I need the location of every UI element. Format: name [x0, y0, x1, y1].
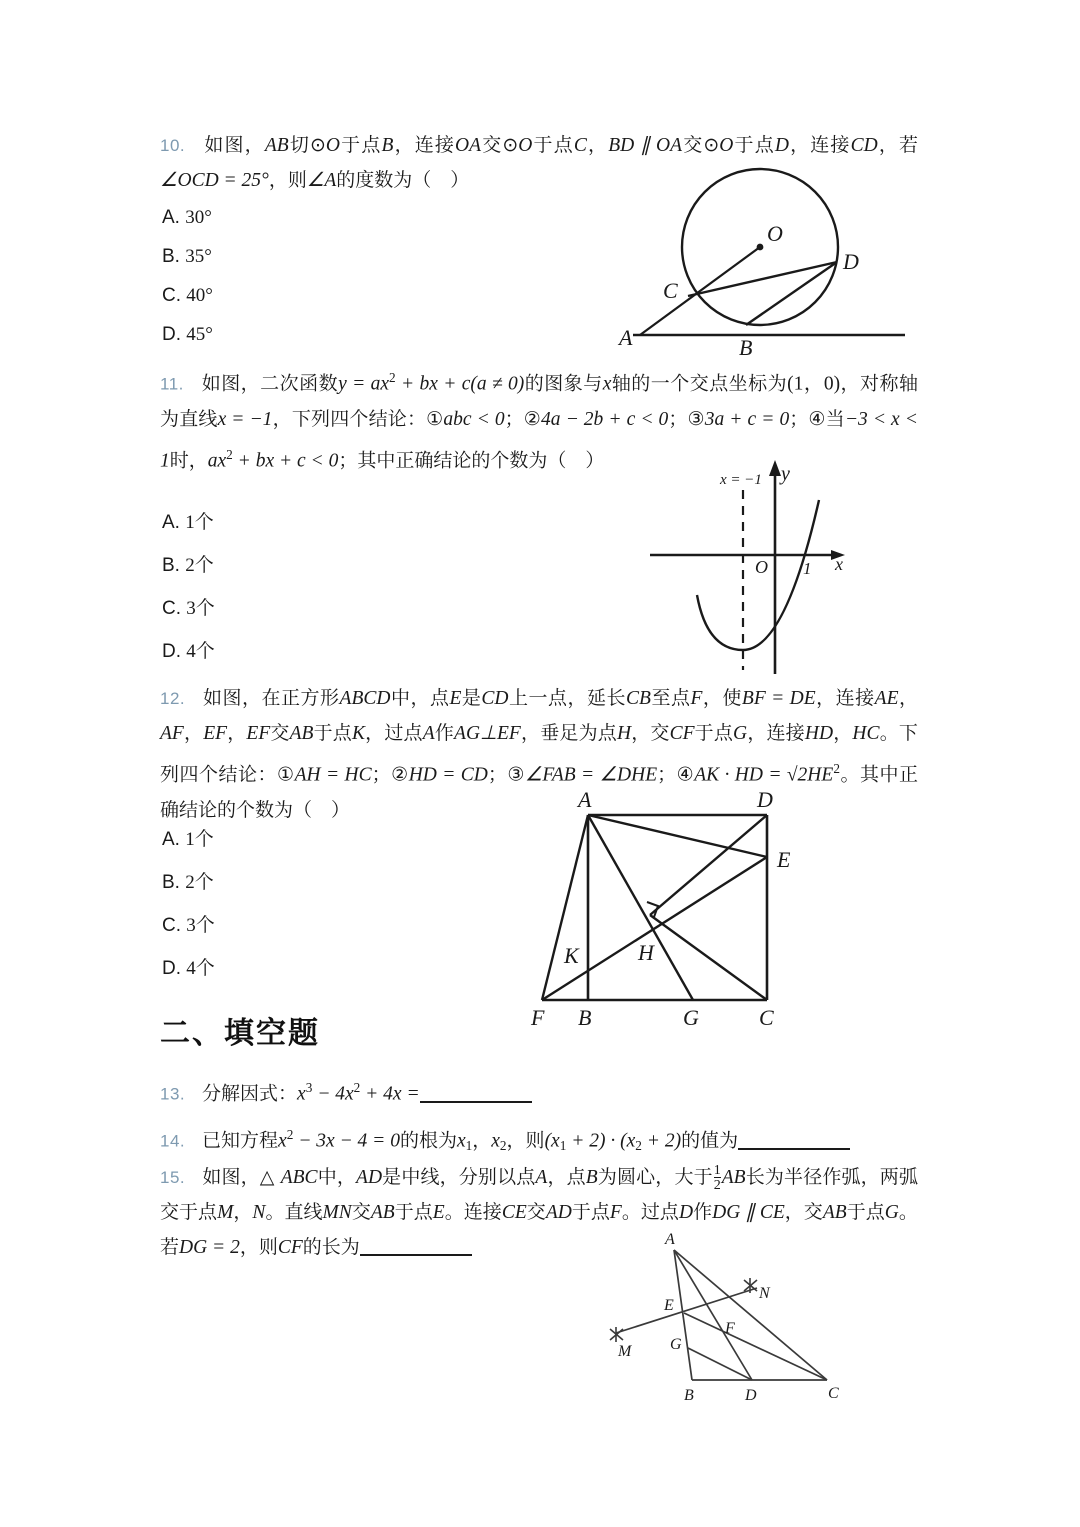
label-m: M — [618, 1343, 632, 1360]
q11-text-p4: ，对称轴为直线 — [160, 372, 918, 430]
label-origin: O — [755, 557, 768, 577]
label-c: C — [828, 1385, 839, 1402]
q12-opt-b-unit: 个 — [194, 871, 214, 893]
q12-text-p12: 于点 — [313, 722, 352, 744]
label-d: D — [745, 1387, 757, 1404]
segment-cd — [688, 262, 837, 296]
q11-opt-d-value: 4 — [186, 641, 196, 662]
q12-text-p20: 。下列四个结论：① — [160, 722, 918, 786]
q12-text-p21: ；② — [371, 763, 409, 786]
q12-text-p7: ，连接 — [815, 687, 875, 709]
q12-text-p24: 。其中正确结论的个数为（ ） — [160, 763, 918, 821]
q15-text-p10: 于点 — [394, 1201, 433, 1223]
side-ac — [674, 1250, 827, 1380]
label-h: H — [638, 940, 654, 965]
q14-answer-blank[interactable] — [738, 1148, 850, 1150]
label-n: N — [759, 1285, 770, 1302]
label-e: E — [664, 1297, 674, 1314]
parabola-graph-figure — [645, 452, 920, 677]
q10-opt-a-label: A. — [162, 207, 180, 228]
q10-opt-c-label: C. — [162, 285, 181, 306]
q15-math-m12: AD — [545, 1202, 572, 1223]
q10-opt-a-value: 30° — [185, 207, 212, 228]
question-14-number: 14. — [160, 1131, 186, 1151]
q12-math-m22: ∠FAB = ∠DHE — [524, 764, 658, 786]
label-x-axis: x — [835, 554, 843, 574]
q13-text-p1: 分解因式： — [202, 1082, 298, 1105]
q15-text-p8: 。直线 — [265, 1201, 323, 1223]
q15-math-m17: G — [884, 1202, 899, 1223]
q15-math-m4: B — [585, 1167, 598, 1188]
q14-text-p4: ，则 — [506, 1129, 545, 1152]
q12-text-p15: ，垂足为点 — [520, 722, 617, 744]
question-12-option-d[interactable] — [162, 953, 215, 980]
q11-math-m5: abc < 0 — [443, 408, 505, 430]
q15-math-m9: AB — [370, 1202, 395, 1223]
q15-text-p19: ，则 — [239, 1236, 278, 1258]
q11-opt-a-value: 1 — [185, 512, 195, 533]
q12-text-p17: 于点 — [694, 722, 734, 744]
q15-math-m3: A — [535, 1167, 548, 1188]
q10-text-p3: 于点 — [340, 134, 382, 156]
q12-exp-1: 2 — [833, 761, 840, 776]
q14-sub-1: 1 — [465, 1137, 473, 1153]
q12-opt-a-unit: 个 — [194, 828, 214, 850]
q12-math-m11: AB — [289, 723, 314, 744]
q11-opt-b-unit: 个 — [194, 554, 214, 576]
q15-math-m19: CF — [277, 1237, 303, 1258]
q14-text-p3: ， — [472, 1129, 492, 1152]
q12-text-p5: 至点 — [650, 687, 691, 709]
q10-math-m7: BD ∥ OA — [608, 135, 683, 156]
q13-exp-1: 3 — [305, 1080, 313, 1095]
q10-text-p10: ，连接 — [788, 134, 851, 156]
q12-math-m16: CF — [669, 723, 695, 744]
q11-opt-b-value: 2 — [185, 555, 195, 576]
q12-math-m1: ABCD — [339, 688, 391, 709]
q12-text-p13: ，过点 — [365, 722, 423, 744]
question-11-option-d[interactable] — [162, 636, 215, 663]
q15-text-p20: 的长为 — [302, 1236, 360, 1258]
label-b: B — [739, 335, 753, 360]
q12-opt-a-value: 1 — [185, 829, 195, 850]
q10-math-m4: OA — [455, 135, 482, 156]
q10-math-m12: ∠A — [306, 170, 337, 191]
q10-math-m11: ∠OCD = 25° — [160, 170, 269, 191]
q12-math-m3: CD — [481, 688, 509, 709]
q14-math-m1: x — [278, 1130, 287, 1152]
q15-text-p18: 。若 — [160, 1201, 918, 1258]
question-12-number: 12. — [160, 689, 186, 708]
q15-frac-numerator: 1 — [713, 1161, 721, 1178]
q15-text-p2: 中， — [317, 1166, 357, 1188]
q11-text-p8: ；④当 — [789, 407, 845, 430]
q12-math-m7: AE — [874, 688, 899, 709]
q12-math-m21: HD = CD — [408, 764, 488, 786]
q10-math-m9: D — [774, 135, 789, 156]
q11-math-m8: −3 < x < 1 — [160, 408, 918, 471]
q15-answer-blank[interactable] — [360, 1254, 472, 1256]
q10-text-p2: 切⊙ — [288, 134, 326, 156]
question-12-option-b[interactable] — [162, 867, 214, 894]
q10-opt-c-value: 40° — [186, 285, 213, 306]
q14-math-m4c: + 2) — [641, 1130, 682, 1152]
q12-text-p2: 中，点 — [390, 687, 450, 709]
square-abcd-figure — [505, 785, 825, 1030]
q12-math-m2: E — [449, 688, 462, 709]
q14-sub-3: 1 — [559, 1137, 567, 1153]
q12-text-p4: 上一点，延长 — [508, 687, 627, 709]
q10-text-p13: 的度数为（ ） — [336, 169, 470, 191]
segment-hd — [650, 815, 767, 915]
q13-math-m1c: + 4x = — [360, 1083, 420, 1105]
q14-math-m3: x — [491, 1130, 500, 1152]
q12-math-m12: K — [351, 723, 365, 744]
q12-math-m14: AG⊥EF — [454, 723, 521, 744]
label-axis-symmetry: x = −1 — [720, 472, 762, 488]
q15-text-p6: 长为半径作弧，两弧交于点 — [160, 1166, 918, 1223]
segment-ae — [588, 815, 767, 857]
q10-text-p9: 于点 — [733, 134, 775, 156]
q12-text-p8: ， — [898, 687, 918, 709]
question-11-option-b[interactable] — [162, 550, 214, 577]
line-mn — [616, 1288, 757, 1333]
q10-text-p1: 如图， — [203, 134, 265, 156]
q11-text-p6: ；② — [504, 407, 542, 430]
q15-text-p3: 是中线，分别以点 — [382, 1166, 536, 1188]
q11-exp-1: 2 — [388, 370, 396, 385]
q15-math-m5: AB — [721, 1167, 746, 1188]
q15-math-m1: ABC — [280, 1167, 318, 1188]
q14-text-p2: 的根为 — [399, 1129, 457, 1152]
q10-opt-b-value: 35° — [185, 246, 212, 267]
center-point-o — [757, 244, 764, 251]
triangle-abc-median-figure — [592, 1228, 877, 1408]
q13-math-m1: x — [297, 1083, 306, 1105]
q11-math-m7: 3a + c = 0 — [704, 408, 790, 430]
label-a: A — [578, 787, 592, 812]
segment-ag — [588, 815, 693, 1000]
q10-text-p6: 于点 — [532, 134, 574, 156]
q15-math-m11: CE — [501, 1202, 527, 1223]
q12-opt-b-label: B. — [162, 872, 180, 893]
q11-text-p2: 的图象与 — [524, 372, 603, 395]
q15-text-p4: ，点 — [547, 1166, 586, 1188]
q12-text-p1: 如图，在正方形 — [202, 687, 340, 709]
circle-tangent-figure — [615, 165, 920, 360]
q15-text-p9: 交 — [351, 1201, 371, 1223]
q11-opt-b-label: B. — [162, 555, 180, 576]
q11-math-m9b: + bx + c < 0 — [232, 450, 339, 471]
q12-math-m9: EF — [203, 723, 228, 744]
q12-opt-a-label: A. — [162, 829, 180, 850]
q11-opt-c-label: C. — [162, 598, 181, 619]
q12-math-m23: AK · HD = √2HE — [694, 764, 834, 786]
label-d: D — [843, 249, 859, 274]
q14-math-m4b: + 2) · (x — [566, 1130, 636, 1152]
question-10-option-b[interactable] — [162, 246, 212, 268]
q15-math-m6: M — [217, 1202, 234, 1223]
q12-math-m5: F — [690, 688, 703, 709]
q15-math-m13: F — [609, 1202, 622, 1223]
question-10-option-c[interactable] — [162, 285, 213, 307]
label-a: A — [619, 325, 633, 350]
question-11-option-c[interactable] — [162, 593, 215, 620]
q15-text-p1: 如图，△ — [202, 1166, 281, 1188]
q14-sub-2: 2 — [499, 1137, 507, 1153]
q15-math-m15: DG ∥ CE — [712, 1202, 785, 1223]
q15-math-m10: E — [432, 1202, 445, 1223]
q10-text-p8: 交⊙ — [682, 134, 720, 156]
q11-math-m1b: + bx + c(a ≠ 0) — [395, 373, 525, 395]
q10-text-p7: ， — [586, 134, 609, 156]
q11-math-m4: x = −1 — [217, 408, 273, 430]
q14-text-p1: 已知方程 — [202, 1129, 279, 1152]
q12-text-p16: ，交 — [631, 722, 670, 744]
q15-math-m7: N — [252, 1202, 266, 1223]
q10-text-p11: ，若 — [877, 134, 919, 156]
q15-math-m2: AD — [356, 1167, 383, 1188]
question-13-number: 13. — [160, 1084, 186, 1104]
q12-text-p14: 作 — [434, 722, 455, 744]
q12-text-p22: ；③ — [487, 763, 525, 786]
q14-text-p5: 的值为 — [681, 1129, 739, 1152]
q12-math-m18: HD — [804, 723, 834, 744]
question-15-number: 15. — [160, 1168, 186, 1187]
q11-math-m6: 4a − 2b + c < 0 — [541, 408, 669, 430]
q12-text-p11: 交 — [270, 722, 290, 744]
q10-math-m6: C — [573, 135, 587, 156]
q11-text-p3: 轴的一个交点坐标为 — [611, 372, 788, 395]
question-12-option-c[interactable] — [162, 910, 215, 937]
q15-math-m18: DG = 2 — [179, 1237, 240, 1258]
q10-opt-b-label: B. — [162, 246, 180, 267]
q10-math-m2: O — [325, 135, 340, 156]
q12-text-p23: ；④ — [657, 763, 695, 786]
label-g: G — [670, 1336, 682, 1353]
q12-math-m10: EF — [246, 723, 271, 744]
q15-text-p12: 交 — [526, 1201, 546, 1223]
q10-math-m3: B — [381, 135, 394, 156]
q13-answer-blank[interactable] — [420, 1101, 532, 1103]
question-13-stem — [160, 1070, 918, 1112]
q14-sub-4: 2 — [635, 1137, 642, 1153]
q11-opt-a-unit: 个 — [194, 511, 214, 533]
label-o: O — [767, 221, 783, 246]
q11-text-p10: ；其中正确结论的个数为（ ） — [338, 449, 605, 471]
q12-math-m20: AH = HC — [294, 764, 372, 786]
q12-math-m8: AF — [160, 723, 184, 744]
q12-math-m6: BF = DE — [741, 688, 816, 709]
q15-text-p5: 为圆心，大于 — [597, 1166, 713, 1188]
q11-opt-d-unit: 个 — [195, 640, 215, 662]
q12-math-m13: A — [422, 723, 435, 744]
question-10-option-a[interactable] — [162, 207, 212, 229]
label-a: A — [665, 1231, 675, 1248]
label-b: B — [578, 1005, 592, 1030]
q14-exp-1: 2 — [286, 1127, 294, 1142]
label-tick-1: 1 — [803, 559, 812, 578]
label-g: G — [683, 1005, 699, 1030]
q11-opt-c-unit: 个 — [195, 597, 215, 619]
q10-text-p4: ，连接 — [393, 134, 456, 156]
q12-text-p18: ，连接 — [747, 722, 805, 744]
q12-math-m15: H — [616, 723, 632, 744]
right-angle-mark-h — [647, 902, 658, 917]
q10-opt-d-label: D. — [162, 324, 181, 345]
q10-text-p5: 交⊙ — [481, 134, 519, 156]
q11-opt-c-value: 3 — [186, 598, 196, 619]
question-11-number: 11. — [160, 374, 184, 394]
q12-text-p9: ， — [183, 722, 204, 744]
y-axis-arrow — [769, 460, 781, 476]
q11-exp-2: 2 — [226, 446, 233, 462]
q15-math-m14: D — [678, 1202, 694, 1223]
question-10-option-d[interactable] — [162, 324, 213, 346]
label-d: D — [757, 787, 773, 812]
q12-math-m19: HC — [852, 723, 880, 744]
q15-text-p7: ， — [233, 1201, 253, 1223]
q11-math-m2: x — [602, 373, 612, 395]
label-f: F — [725, 1320, 735, 1337]
question-10-number: 10. — [160, 136, 186, 155]
q12-opt-b-value: 2 — [185, 872, 195, 893]
q12-opt-c-label: C. — [162, 915, 181, 936]
q11-text-p7: ；③ — [668, 407, 705, 430]
question-12-option-a[interactable] — [162, 824, 214, 851]
segment-ce — [684, 1313, 827, 1380]
q15-text-p14: 。过点 — [621, 1201, 679, 1223]
label-y-axis: y — [781, 463, 790, 485]
q13-exp-2: 2 — [353, 1080, 361, 1095]
q10-math-m5: O — [518, 135, 533, 156]
q10-math-m1: AB — [264, 135, 289, 156]
arc-cross-m — [610, 1327, 623, 1342]
q15-math-m8: MN — [322, 1202, 352, 1223]
label-b: B — [684, 1387, 694, 1404]
label-e: E — [777, 847, 791, 872]
segment-af — [542, 815, 588, 1000]
q15-fraction-half — [714, 1163, 721, 1193]
q10-math-m8: O — [719, 135, 734, 156]
q11-text-p1: 如图，二次函数 — [201, 372, 339, 395]
q15-text-p11: 。连接 — [444, 1201, 502, 1223]
q11-text-p5: ，下列四个结论：① — [272, 407, 444, 430]
q12-opt-d-value: 4 — [186, 958, 196, 979]
q12-math-m17: G — [733, 723, 748, 744]
q11-math-m1: y = ax — [338, 373, 389, 395]
segment-ef — [542, 857, 767, 1000]
question-14-stem — [160, 1117, 918, 1163]
q15-math-m16: AB — [822, 1202, 847, 1223]
label-c: C — [663, 278, 678, 303]
q14-math-m1b: − 3x − 4 = 0 — [293, 1130, 400, 1152]
q10-opt-d-value: 45° — [186, 324, 213, 345]
label-c: C — [759, 1005, 774, 1030]
q12-math-m4: CB — [626, 688, 651, 709]
label-f: F — [531, 1005, 545, 1030]
q12-text-p6: ，使 — [702, 687, 742, 709]
q12-text-p10: ， — [227, 722, 247, 744]
q10-text-p12: ，则 — [268, 169, 307, 191]
q15-frac-denominator: 2 — [713, 1177, 721, 1194]
q11-opt-d-label: D. — [162, 641, 181, 662]
q15-text-p17: 于点 — [846, 1201, 885, 1223]
q12-opt-c-unit: 个 — [195, 914, 215, 936]
q12-opt-d-label: D. — [162, 958, 181, 979]
q12-text-p3: 是 — [461, 687, 482, 709]
q11-opt-a-label: A. — [162, 512, 180, 533]
q15-text-p16: ，交 — [784, 1201, 823, 1223]
q13-math-m1b: − 4x — [312, 1083, 354, 1105]
label-k: K — [564, 943, 579, 968]
q10-math-m10: CD — [850, 135, 878, 156]
q11-math-m9: ax — [207, 450, 227, 471]
q11-math-m3: (1，0) — [787, 373, 841, 395]
q12-opt-c-value: 3 — [186, 915, 196, 936]
q12-opt-d-unit: 个 — [195, 957, 215, 979]
q15-text-p13: 于点 — [571, 1201, 610, 1223]
section-heading-fill-in-blank: 二、填空题 — [160, 1016, 320, 1051]
q15-text-p15: 作 — [693, 1201, 713, 1223]
question-11-option-a[interactable] — [162, 507, 214, 534]
q12-text-p19: ， — [833, 722, 853, 744]
q14-math-m4: (x — [544, 1130, 560, 1152]
q14-math-m2: x — [456, 1130, 466, 1152]
q11-text-p9: 时， — [169, 449, 208, 471]
